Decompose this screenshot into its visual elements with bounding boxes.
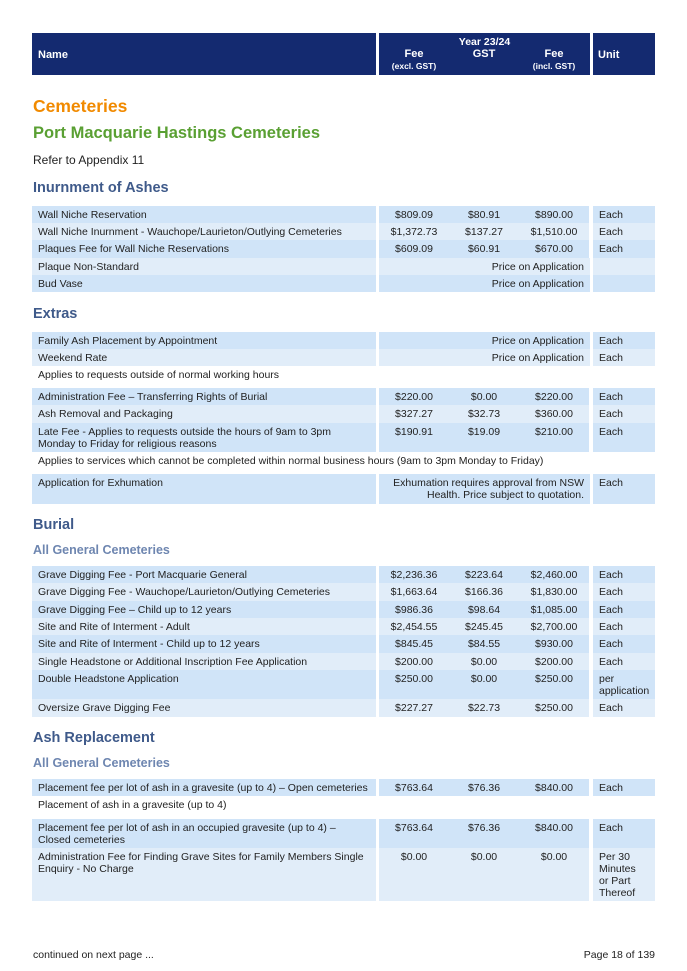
fee-name: Grave Digging Fee – Child up to 12 years <box>32 601 376 618</box>
fee-incl-gst: $890.00 <box>519 206 589 223</box>
fee-incl-gst: $250.00 <box>519 670 589 699</box>
fee-note: Placement of ash in a gravesite (up to 4) <box>32 796 655 817</box>
fee-excl-gst: $2,454.55 <box>379 618 449 635</box>
table-row <box>32 423 655 452</box>
fee-unit: Each <box>593 223 655 240</box>
price-on-application: Price on Application <box>379 349 590 366</box>
fee-name: Oversize Grave Digging Fee <box>32 699 376 717</box>
fee-unit: per application <box>593 670 655 699</box>
column-header-unit: Unit <box>593 33 655 75</box>
fee-excl-gst: $0.00 <box>379 848 449 901</box>
fee-note: Applies to services which cannot be completed within normal business hours (9am to 3pm Monday to Friday) <box>32 452 655 472</box>
fee-unit: Per 30 Minutes or Part Thereof <box>593 848 655 901</box>
fee-excl-gst: $1,663.64 <box>379 583 449 601</box>
table-row <box>32 388 655 405</box>
fee-name: Placement fee per lot of ash in an occupied gravesite (up to 4) – Closed cemeteries <box>32 819 376 848</box>
fee-excl-label: Fee <box>404 48 424 60</box>
gst-amount: $166.36 <box>449 583 519 601</box>
fee-incl-label: Fee <box>544 48 564 60</box>
fee-name: Ash Removal and Packaging <box>32 405 376 423</box>
fee-excl-gst: $327.27 <box>379 405 449 423</box>
gst-amount: $0.00 <box>449 388 519 405</box>
gst-label: GST <box>472 48 496 60</box>
subsection-title: Port Macquarie Hastings Cemeteries <box>33 124 321 142</box>
fee-name: Site and Rite of Interment - Adult <box>32 618 376 635</box>
gst-amount: $223.64 <box>449 566 519 583</box>
inurnment-title: Inurnment of Ashes <box>33 180 169 196</box>
gst-amount: $0.00 <box>449 670 519 699</box>
note-row <box>32 366 655 386</box>
fee-name: Site and Rite of Interment - Child up to 12 years <box>32 635 376 653</box>
gst-amount: $98.64 <box>449 601 519 618</box>
fee-incl-gst: $2,460.00 <box>519 566 589 583</box>
fee-unit: Each <box>593 206 655 223</box>
fee-unit: Each <box>593 819 655 848</box>
fee-incl-gst: $0.00 <box>519 848 589 901</box>
column-header-name: Name <box>32 33 376 75</box>
gst-amount: $22.73 <box>449 699 519 717</box>
fee-name: Administration Fee for Finding Grave Sites for Family Members Single Enquiry - No Charge <box>32 848 376 901</box>
fee-incl-gst: $2,700.00 <box>519 618 589 635</box>
fee-unit: Each <box>593 635 655 653</box>
column-header-year <box>379 33 590 75</box>
table-row <box>32 653 655 670</box>
price-on-application: Price on Application <box>379 275 590 292</box>
table-row <box>32 474 655 504</box>
fee-excl-gst: $609.09 <box>379 240 449 258</box>
ash-replacement-title: Ash Replacement <box>33 730 155 746</box>
table-row <box>32 699 655 717</box>
fee-unit: Each <box>593 423 655 452</box>
year-label: Year 23/24 <box>458 36 511 48</box>
fee-excl-gst: $2,236.36 <box>379 566 449 583</box>
table-row <box>32 670 655 699</box>
fee-excl-gst: $763.64 <box>379 819 449 848</box>
fee-name: Weekend Rate <box>32 349 376 366</box>
fee-excl-gst: $845.45 <box>379 635 449 653</box>
column-header-fee-incl <box>519 48 589 71</box>
gst-amount: $84.55 <box>449 635 519 653</box>
fee-name: Family Ash Placement by Appointment <box>32 332 376 349</box>
fee-unit: Each <box>593 349 655 366</box>
gst-amount: $19.09 <box>449 423 519 452</box>
table-row <box>32 206 655 223</box>
appendix-note: Refer to Appendix 11 <box>33 153 145 167</box>
fee-incl-gst: $840.00 <box>519 779 589 796</box>
table-row <box>32 635 655 653</box>
gst-amount: $0.00 <box>449 848 519 901</box>
fee-unit: Each <box>593 618 655 635</box>
ash-replacement-subtitle: All General Cemeteries <box>33 756 170 770</box>
fee-excl-gst: $190.91 <box>379 423 449 452</box>
fee-unit: Each <box>593 583 655 601</box>
fee-excl-gst: $809.09 <box>379 206 449 223</box>
gst-amount: $245.45 <box>449 618 519 635</box>
table-row <box>32 275 655 292</box>
fee-unit: Each <box>593 388 655 405</box>
fee-incl-gst: $1,510.00 <box>519 223 589 240</box>
note-row <box>32 452 655 472</box>
fee-incl-gst: $250.00 <box>519 699 589 717</box>
burial-subtitle: All General Cemeteries <box>33 543 170 557</box>
fee-name: Application for Exhumation <box>32 474 376 504</box>
fee-incl-gst: $220.00 <box>519 388 589 405</box>
continued-note: continued on next page ... <box>33 949 154 961</box>
fee-excl-gst: $220.00 <box>379 388 449 405</box>
fee-unit <box>593 258 655 275</box>
gst-amount: $60.91 <box>449 240 519 258</box>
fee-unit: Each <box>593 601 655 618</box>
gst-amount: $76.36 <box>449 819 519 848</box>
fee-incl-gst: $1,830.00 <box>519 583 589 601</box>
table-row <box>32 601 655 618</box>
fee-unit: Each <box>593 405 655 423</box>
table-row <box>32 848 655 901</box>
table-row <box>32 618 655 635</box>
fee-excl-gst: $1,372.73 <box>379 223 449 240</box>
fee-name: Bud Vase <box>32 275 376 292</box>
fee-name: Wall Niche Inurnment - Wauchope/Laurieton/Outlying Cemeteries <box>32 223 376 240</box>
section-title: Cemeteries <box>33 96 128 116</box>
table-row <box>32 583 655 601</box>
fee-name: Double Headstone Application <box>32 670 376 699</box>
fee-excl-gst: $986.36 <box>379 601 449 618</box>
fee-incl-gst: $1,085.00 <box>519 601 589 618</box>
fee-incl-sublabel: (incl. GST) <box>532 61 576 71</box>
column-header-fee-excl <box>379 48 449 71</box>
fee-excl-gst: $227.27 <box>379 699 449 717</box>
fee-name: Single Headstone or Additional Inscription Fee Application <box>32 653 376 670</box>
fee-unit: Each <box>593 653 655 670</box>
extras-title: Extras <box>33 306 78 322</box>
gst-amount: $137.27 <box>449 223 519 240</box>
fee-unit: Each <box>593 240 655 258</box>
fee-name: Grave Digging Fee - Wauchope/Laurieton/Outlying Cemeteries <box>32 583 376 601</box>
gst-amount: $0.00 <box>449 653 519 670</box>
fee-unit <box>593 275 655 292</box>
fee-name: Plaque Non-Standard <box>32 258 376 275</box>
fee-name: Placement fee per lot of ash in a gravesite (up to 4) – Open cemeteries <box>32 779 376 796</box>
gst-amount: $32.73 <box>449 405 519 423</box>
table-row <box>32 819 655 848</box>
table-row <box>32 332 655 349</box>
price-on-application: Price on Application <box>379 258 590 275</box>
table-row <box>32 258 655 275</box>
table-row <box>32 240 655 258</box>
table-row <box>32 779 655 796</box>
fee-name: Grave Digging Fee - Port Macquarie General <box>32 566 376 583</box>
fee-unit: Each <box>593 332 655 349</box>
fee-incl-gst: $930.00 <box>519 635 589 653</box>
fee-incl-gst: $360.00 <box>519 405 589 423</box>
fee-excl-sublabel: (excl. GST) <box>391 61 437 71</box>
fee-incl-gst: $210.00 <box>519 423 589 452</box>
gst-amount: $80.91 <box>449 206 519 223</box>
fee-incl-gst: $670.00 <box>519 240 589 258</box>
fee-excl-gst: $763.64 <box>379 779 449 796</box>
fee-incl-gst: $200.00 <box>519 653 589 670</box>
fee-excl-gst: $250.00 <box>379 670 449 699</box>
table-row <box>32 223 655 240</box>
fee-note: Applies to requests outside of normal working hours <box>32 366 655 386</box>
gst-amount: $76.36 <box>449 779 519 796</box>
fee-name: Late Fee - Applies to requests outside the hours of 9am to 3pm Monday to Friday for religious reasons <box>32 423 376 452</box>
column-header-gst <box>449 48 519 60</box>
burial-title: Burial <box>33 517 75 533</box>
price-on-application: Exhumation requires approval from NSW Health. Price subject to quotation. <box>379 474 590 504</box>
table-row <box>32 405 655 423</box>
fee-unit: Each <box>593 474 655 504</box>
note-row <box>32 796 655 817</box>
fee-incl-gst: $840.00 <box>519 819 589 848</box>
table-row <box>32 349 655 366</box>
fee-unit: Each <box>593 699 655 717</box>
fee-name: Administration Fee – Transferring Rights of Burial <box>32 388 376 405</box>
fee-excl-gst: $200.00 <box>379 653 449 670</box>
fee-unit: Each <box>593 566 655 583</box>
page-number: Page 18 of 139 <box>583 949 655 961</box>
fee-name: Plaques Fee for Wall Niche Reservations <box>32 240 376 258</box>
fee-name: Wall Niche Reservation <box>32 206 376 223</box>
fee-unit: Each <box>593 779 655 796</box>
table-row <box>32 566 655 583</box>
price-on-application: Price on Application <box>379 332 590 349</box>
